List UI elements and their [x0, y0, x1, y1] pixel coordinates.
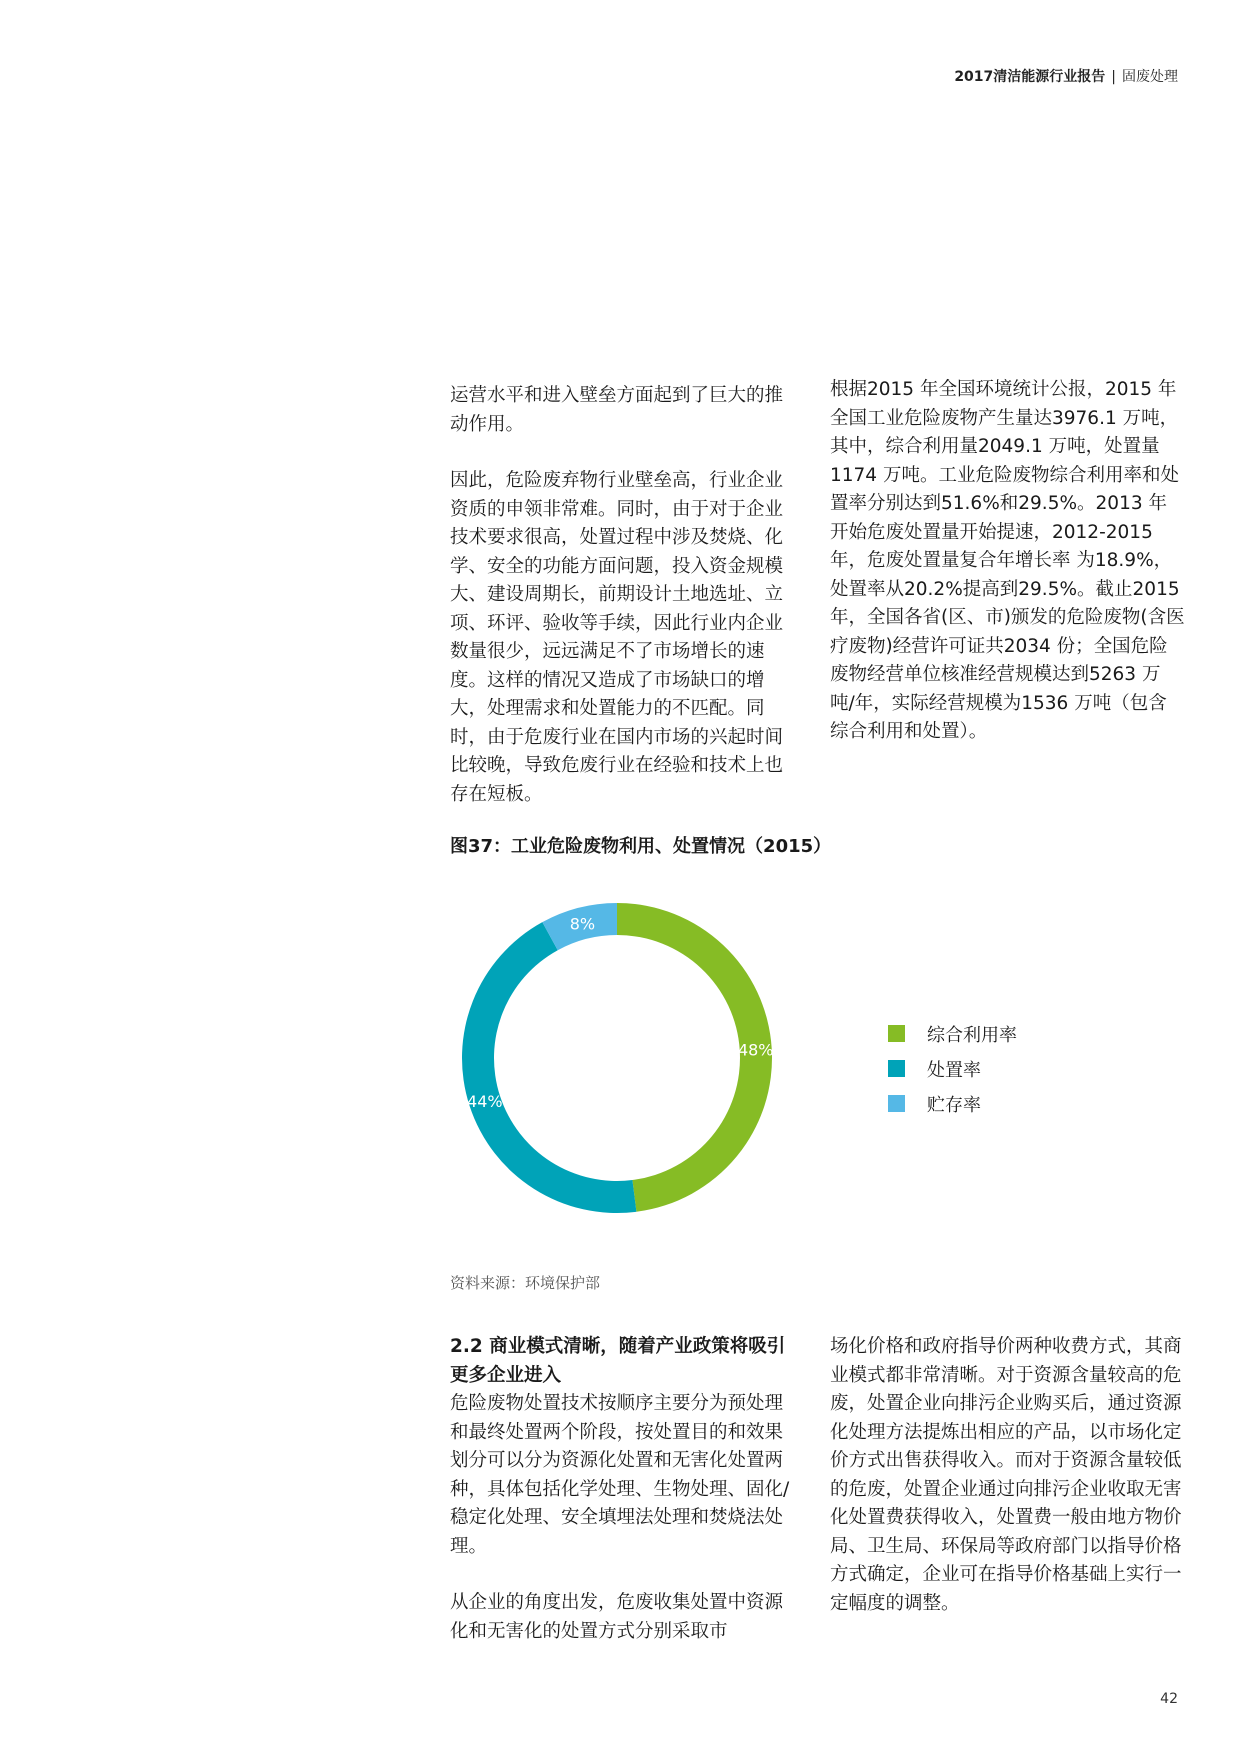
figure-source: 资料来源：环境保护部	[450, 1274, 601, 1292]
legend-item	[888, 1051, 1017, 1086]
legend-swatch-disposal	[888, 1060, 905, 1077]
legend-item	[888, 1086, 1017, 1121]
legend-label: 贮存率	[927, 1094, 981, 1116]
paragraph: 因此，危险废弃物行业壁垒高，行业企业资质的申领非常难。同时，由于对于企业技术要求很高，处置过程中涉及焚烧、化学、安全的功能方面问题，投入资金规模大、建设周期长，前期设计土地选址、立项、环评、验收等手续，因此行业内企业数量很少，远远满足不了市场增长的速度。这样的情况又造成了市场缺口的增大，处理需求和处置能力的不匹配。同时，由于危废行业在国内市场的兴起时间比较晚，导致危废行业在经验和技术上也存在短板。	[450, 470, 784, 805]
page-number: 42	[1160, 1691, 1178, 1707]
slice-value-label: 44%	[467, 1091, 503, 1111]
legend-item	[888, 1016, 1017, 1051]
slice-disposal	[462, 922, 636, 1213]
left-column-top	[450, 382, 798, 809]
paragraph: 场化价格和政府指导价两种收费方式，其商业模式都非常清晰。对于资源含量较高的危废，处置企业向排污企业购买后，通过资源化处理方法提炼出相应的产品，以市场化定价方式出售获得收入。而对于资源含量较低的危废，处置企业通过向排污企业收取无害化处置费获得收入，处置费一般由地方物价局、卫生局、环保局等政府部门以指导价格方式确定，企业可在指导价格基础上实行一定幅度的调整。	[830, 1336, 1182, 1614]
header-separator: |	[1111, 69, 1116, 85]
legend-swatch-utilization	[888, 1025, 905, 1042]
left-column-bottom	[450, 1333, 798, 1646]
paragraph: 运营水平和进入壁垒方面起到了巨大的推动作用。	[450, 385, 784, 435]
right-column-top	[830, 376, 1185, 747]
section-name: 固废处理	[1122, 69, 1178, 85]
chart-legend	[888, 1016, 1017, 1121]
section-heading: 2.2 商业模式清晰，随着产业政策将吸引更多企业进入	[450, 1336, 786, 1386]
legend-label: 处置率	[927, 1059, 981, 1081]
slice-value-label: 48%	[737, 1040, 774, 1060]
legend-label: 综合利用率	[927, 1024, 1017, 1046]
legend-swatch-storage	[888, 1095, 905, 1112]
report-title: 2017清洁能源行业报告	[954, 69, 1106, 85]
figure-title: 图37：工业危险废物利用、处置情况（2015）	[450, 836, 832, 857]
slice-value-label: 8%	[569, 914, 596, 934]
donut-chart	[440, 880, 800, 1240]
paragraph: 危险废物处置技术按顺序主要分为预处理和最终处置两个阶段，按处置目的和效果划分可以分为资源化处置和无害化处置两种，具体包括化学处理、生物处理、固化/稳定化处理、安全填埋法处理和焚烧法处理。	[450, 1393, 790, 1557]
right-column-bottom	[830, 1333, 1185, 1618]
page-header	[954, 66, 1178, 86]
paragraph: 根据2015 年全国环境统计公报，2015 年全国工业危险废物产生量达3976.1 万吨，其中，综合利用量2049.1 万吨，处置量1174 万吨。工业危险废物综合利用率和处置率分别达到51.6%和29.5%。2013 年开始危废处置量开始提速，2012-2015 年，危废处置量复合年增长率 为18.9%，处置率从20.2%提高到29.5%。截止2015 年，全国各省(区、市)颁发的危险废物(含医疗废物)经营许可证共2034 份；全国危险废物经营单位核准经营规模达到5263 万吨/年，实际经营规模为1536 万吨（包含综合利用和处置）。	[830, 379, 1185, 742]
paragraph: 从企业的角度出发，危废收集处置中资源化和无害化的处置方式分别采取市	[450, 1592, 784, 1642]
